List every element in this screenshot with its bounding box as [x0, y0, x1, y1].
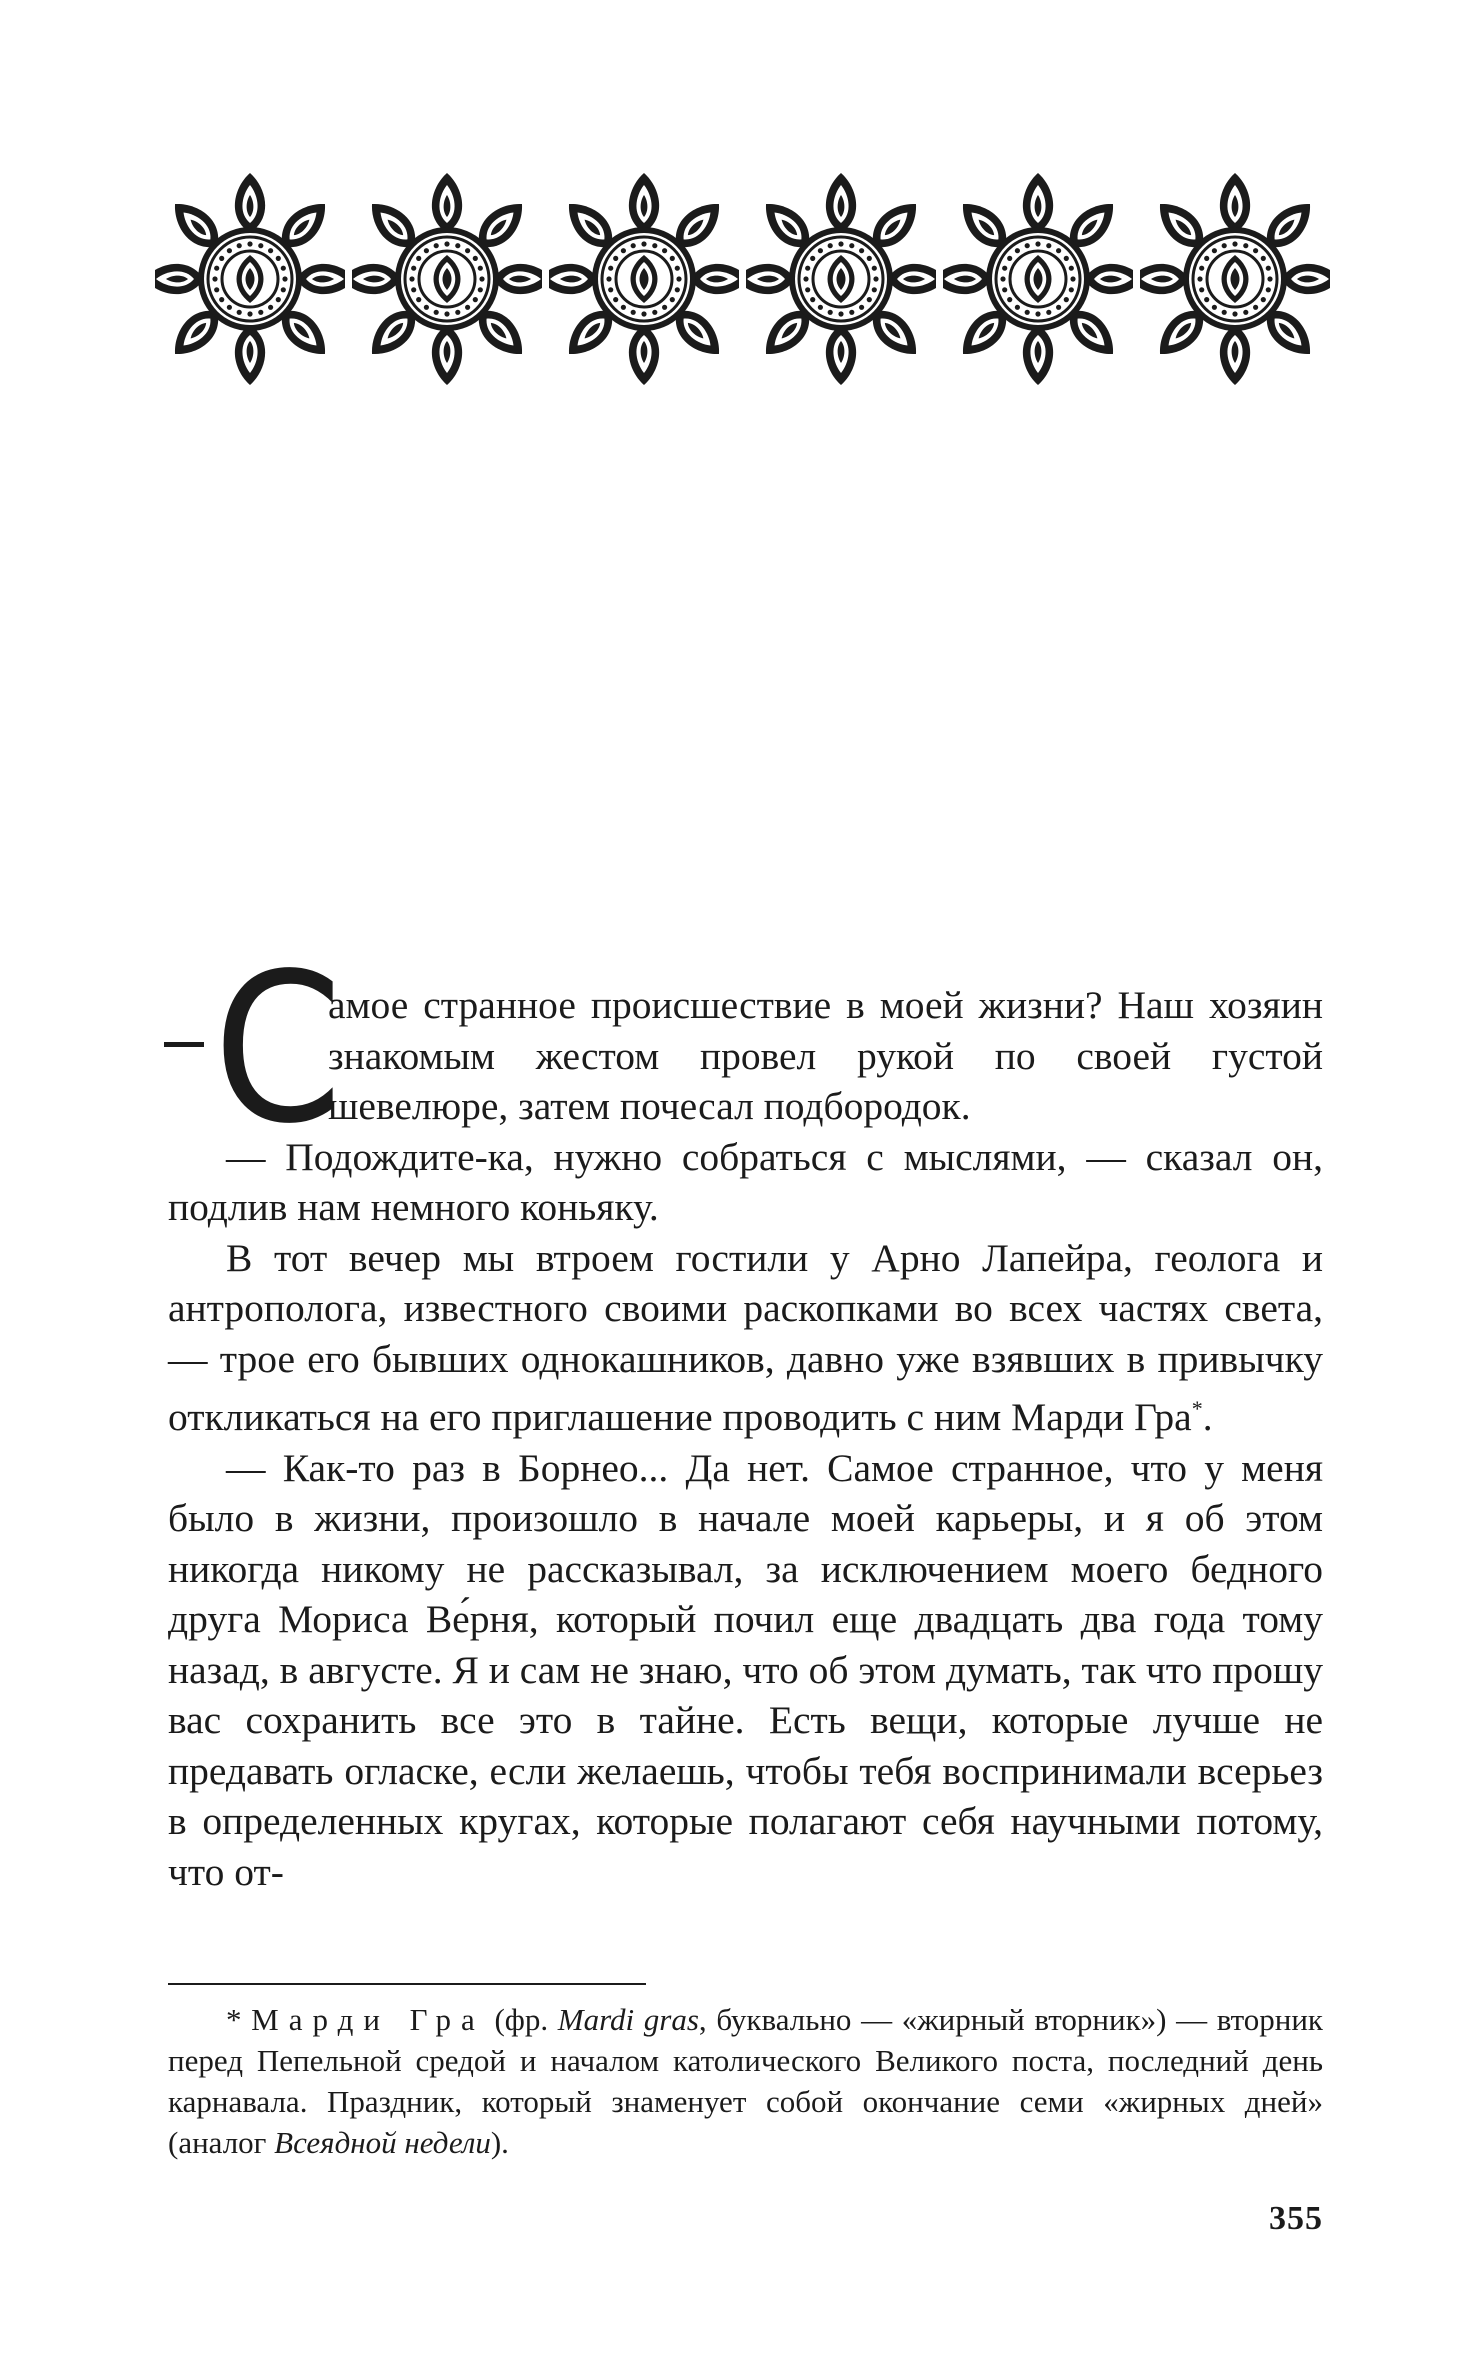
rosette-ornament: [352, 168, 542, 390]
page-number: 355: [1269, 2200, 1323, 2237]
drop-cap-dash: [164, 1042, 204, 1047]
footnote-term: Марди Гра: [251, 2002, 485, 2037]
body-text: [168, 929, 1323, 1897]
drop-cap-letter: С: [213, 929, 343, 1169]
footnote-text-2: , буквально — «жирный вторник») — вторник перед Пепельной средой и началом католического Великого поста, последний день карнавала. Праздник, который знаменует собой окончание семи «жирных дней» (аналог: [168, 2002, 1323, 2160]
paragraph-1: [168, 929, 1323, 1169]
paragraph-3-text: В тот вечер мы втроем гостили у Арно Лапейра, геолога и антрополога, известного своими раскопками во всех частях света, — трое его бывших однокашников, давно уже взявших в привычку откликаться на его приглашение проводить с ним Марди Гра: [168, 1235, 1323, 1440]
paragraph-1-text: амое странное происшествие в моей жизни? Наш хозяин знакомым жестом провел рукой по своей густой шевелюре, затем почесал подбородок.: [328, 983, 1323, 1128]
footnote: [168, 1999, 1323, 2163]
footnote-rule: [168, 1983, 646, 1985]
rosette-ornament: [943, 168, 1133, 390]
paragraph-2: — Подождите-ка, нужно собраться с мыслями, — сказал он, подлив нам немного коньяку.: [168, 1134, 1323, 1229]
paragraph-4: — Как-то раз в Борнео... Да нет. Самое странное, что у меня было в жизни, произошло в начале моей карьеры, и я об этом никогда никому не рассказывал, за исключением моего бедного друга Мориса Ве́рня, который почил еще двадцать два года тому назад, в августе. Я и сам не знаю, что об этом думать, так что прошу вас сохранить все это в тайне. Есть вещи, которые лучше не предавать огласке, если желаешь, чтобы тебя воспринимали всерьез в определенных кругах, которые полагают себя научными потому, что от-: [168, 1445, 1323, 1894]
footnote-italic-2: Всеядной недели: [274, 2125, 491, 2160]
paragraph-3-end: .: [1202, 1395, 1213, 1440]
rosette-ornament: [746, 168, 936, 390]
footnote-reference: *: [1191, 1396, 1203, 1421]
decorative-ornament-band: [155, 168, 1330, 390]
drop-cap: [164, 929, 343, 1169]
footnote-text-3: ).: [490, 2125, 509, 2160]
footnote-italic-1: Mardi gras: [557, 2002, 699, 2037]
footnote-marker: *: [226, 2002, 242, 2037]
rosette-ornament: [1140, 168, 1330, 390]
footnote-text-1: (фр.: [484, 2002, 558, 2037]
paragraph-3: [168, 1233, 1323, 1443]
rosette-ornament: [549, 168, 739, 390]
rosette-ornament: [155, 168, 345, 390]
